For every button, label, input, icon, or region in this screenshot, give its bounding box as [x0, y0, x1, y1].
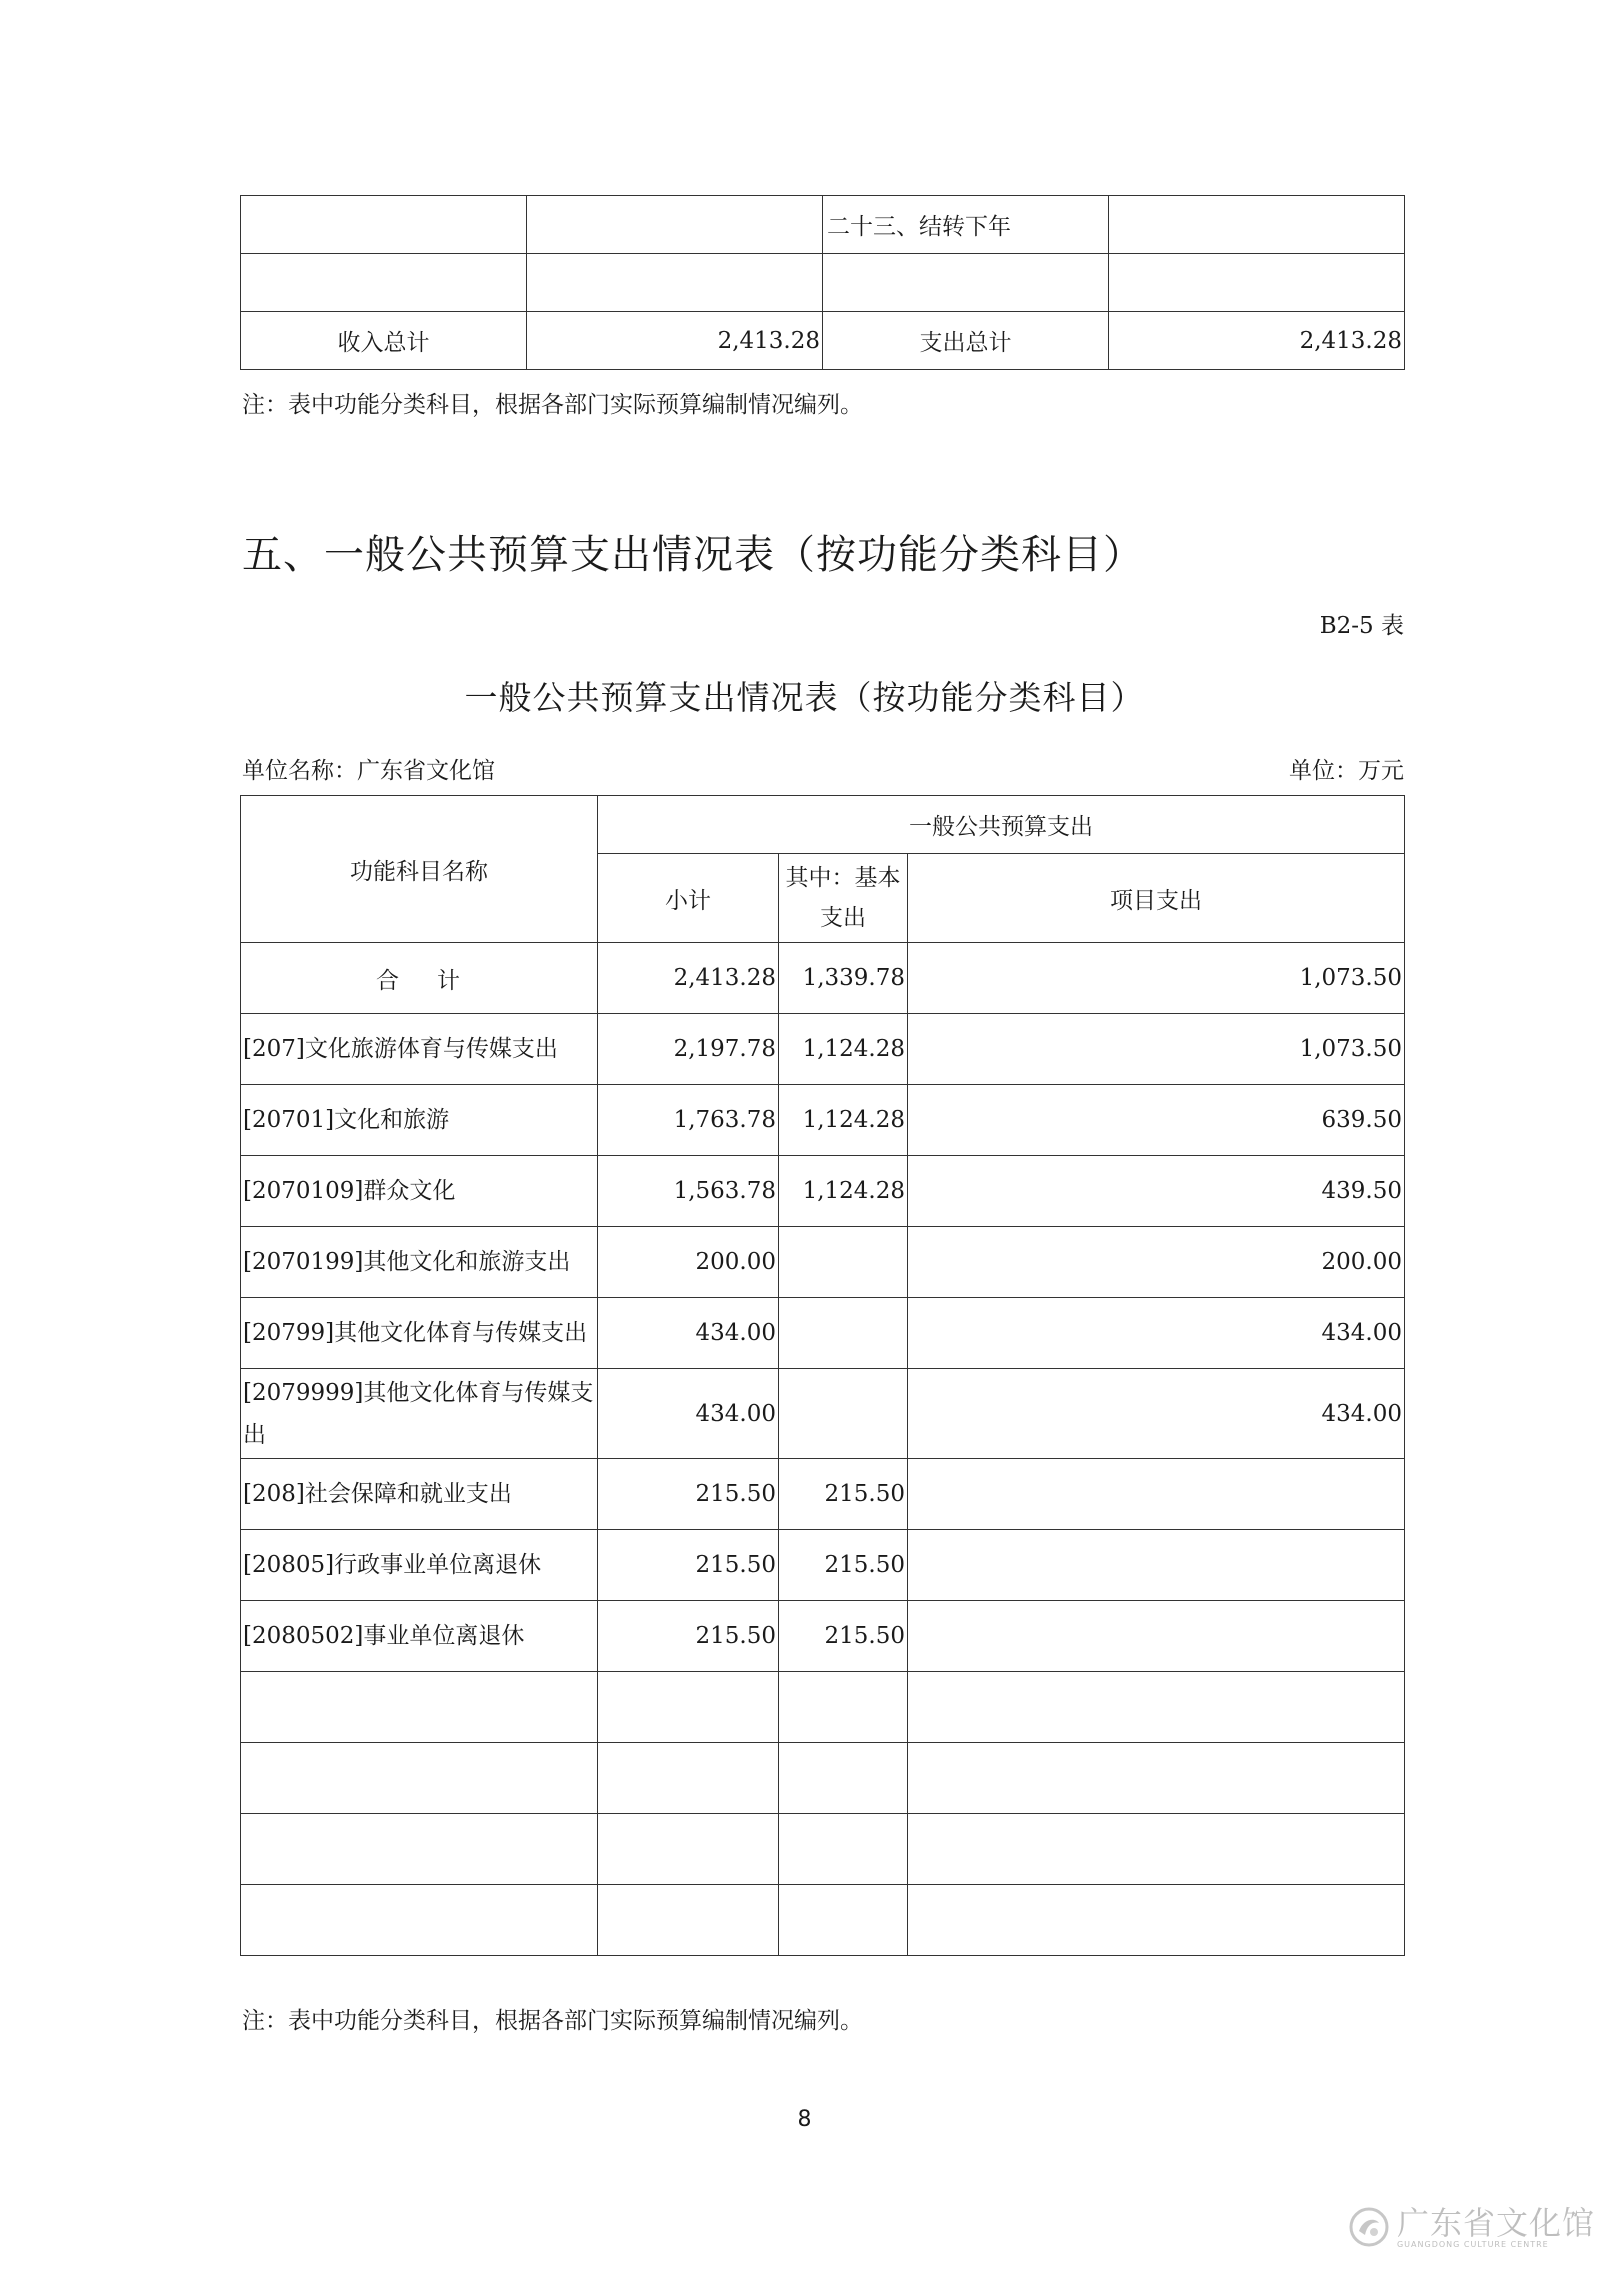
- row-subtotal: [598, 1885, 779, 1956]
- row-subtotal: 215.50: [598, 1530, 779, 1601]
- general-budget-expenditure-table: [240, 795, 1405, 1956]
- table-row: [241, 1672, 1405, 1743]
- unit-label: 单位：万元: [1289, 758, 1404, 784]
- total-row: [241, 943, 1405, 1014]
- row-basic: [779, 1298, 908, 1369]
- row-project: 200.00: [908, 1227, 1405, 1298]
- row-subtotal: 434.00: [598, 1369, 779, 1459]
- table-note: 注：表中功能分类科目，根据各部门实际预算编制情况编列。: [242, 2008, 863, 2034]
- table-row: [241, 1298, 1405, 1369]
- table-row: [241, 312, 1405, 370]
- watermark-text: 广东省文化馆: [1396, 2203, 1595, 2242]
- row-name: [2080502]事业单位离退休: [241, 1601, 598, 1672]
- row-subtotal: 1,763.78: [598, 1085, 779, 1156]
- row-project: 434.00: [908, 1298, 1405, 1369]
- table-note: 注：表中功能分类科目，根据各部门实际预算编制情况编列。: [242, 392, 863, 418]
- income-expense-summary-table: [240, 195, 1405, 370]
- total-project: 1,073.50: [908, 943, 1405, 1014]
- row-project: [908, 1743, 1405, 1814]
- row-basic: 1,124.28: [779, 1156, 908, 1227]
- row-name: [20805]行政事业单位离退休: [241, 1530, 598, 1601]
- table-header-row: [241, 796, 1405, 854]
- row-subtotal: [598, 1814, 779, 1885]
- table-cell: [241, 254, 527, 312]
- row-basic: [779, 1369, 908, 1459]
- table-row: [241, 1014, 1405, 1085]
- row-name: [241, 1814, 598, 1885]
- row-name: [20799]其他文化体育与传媒支出: [241, 1298, 598, 1369]
- header-general-budget: 一般公共预算支出: [598, 796, 1405, 854]
- row-project: [908, 1672, 1405, 1743]
- watermark: [1347, 2205, 1595, 2249]
- table-cell: [241, 196, 527, 254]
- row-name: [207]文化旅游体育与传媒支出: [241, 1014, 598, 1085]
- row-basic: [779, 1885, 908, 1956]
- table-row: [241, 1369, 1405, 1459]
- row-name: [208]社会保障和就业支出: [241, 1459, 598, 1530]
- total-subtotal: 2,413.28: [598, 943, 779, 1014]
- page-number: 8: [797, 2107, 812, 2132]
- row-project: [908, 1601, 1405, 1672]
- table-row: [241, 1743, 1405, 1814]
- table-cell: 二十三、结转下年: [823, 196, 1109, 254]
- header-subtotal: 小计: [598, 854, 779, 943]
- row-subtotal: [598, 1743, 779, 1814]
- row-project: 1,073.50: [908, 1014, 1405, 1085]
- table-row: [241, 1085, 1405, 1156]
- table-cell: [1109, 196, 1405, 254]
- row-basic: [779, 1672, 908, 1743]
- row-project: 434.00: [908, 1369, 1405, 1459]
- row-subtotal: [598, 1672, 779, 1743]
- table-row: [241, 1459, 1405, 1530]
- culture-centre-logo-icon: [1347, 2205, 1391, 2249]
- row-name: [20701]文化和旅游: [241, 1085, 598, 1156]
- row-basic: [779, 1227, 908, 1298]
- table-row: [241, 196, 1405, 254]
- row-project: 639.50: [908, 1085, 1405, 1156]
- table-row: [241, 1885, 1405, 1956]
- header-project: 项目支出: [908, 854, 1405, 943]
- row-basic: 1,124.28: [779, 1085, 908, 1156]
- table-cell: [1109, 254, 1405, 312]
- table-row: [241, 1530, 1405, 1601]
- header-function-name: 功能科目名称: [241, 796, 598, 943]
- table-cell: [527, 196, 823, 254]
- row-subtotal: 200.00: [598, 1227, 779, 1298]
- row-subtotal: 2,197.78: [598, 1014, 779, 1085]
- row-subtotal: 215.50: [598, 1459, 779, 1530]
- row-basic: 1,124.28: [779, 1014, 908, 1085]
- row-project: [908, 1885, 1405, 1956]
- row-project: 439.50: [908, 1156, 1405, 1227]
- income-total-value: 2,413.28: [527, 312, 823, 370]
- row-name: [241, 1672, 598, 1743]
- row-project: [908, 1814, 1405, 1885]
- expense-total-label: 支出总计: [823, 312, 1109, 370]
- row-basic: [779, 1814, 908, 1885]
- row-name: [2070199]其他文化和旅游支出: [241, 1227, 598, 1298]
- row-subtotal: 215.50: [598, 1601, 779, 1672]
- table-title: 一般公共预算支出情况表（按功能分类科目）: [464, 678, 1145, 717]
- row-name: [2079999]其他文化体育与传媒支出: [241, 1369, 598, 1459]
- row-name: [241, 1885, 598, 1956]
- section-title: 五、一般公共预算支出情况表（按功能分类科目）: [242, 532, 1144, 578]
- table-row: [241, 1227, 1405, 1298]
- table-row: [241, 254, 1405, 312]
- row-name: [2070109]群众文化: [241, 1156, 598, 1227]
- total-basic: 1,339.78: [779, 943, 908, 1014]
- watermark-subtext: GUANGDONG CULTURE CENTRE: [1396, 2239, 1549, 2249]
- total-label: 合计: [241, 943, 598, 1014]
- row-project: [908, 1459, 1405, 1530]
- expense-total-value: 2,413.28: [1109, 312, 1405, 370]
- row-basic: [779, 1743, 908, 1814]
- table-cell: [823, 254, 1109, 312]
- row-basic: 215.50: [779, 1530, 908, 1601]
- row-basic: 215.50: [779, 1459, 908, 1530]
- table-row: [241, 1156, 1405, 1227]
- row-basic: 215.50: [779, 1601, 908, 1672]
- income-total-label: 收入总计: [241, 312, 527, 370]
- row-subtotal: 434.00: [598, 1298, 779, 1369]
- row-subtotal: 1,563.78: [598, 1156, 779, 1227]
- table-code: B2-5 表: [1319, 613, 1404, 639]
- table-cell: [527, 254, 823, 312]
- row-project: [908, 1530, 1405, 1601]
- row-name: [241, 1743, 598, 1814]
- table-row: [241, 1601, 1405, 1672]
- header-basic: 其中：基本支出: [779, 854, 908, 943]
- unit-name: 单位名称：广东省文化馆: [242, 758, 495, 784]
- table-row: [241, 1814, 1405, 1885]
